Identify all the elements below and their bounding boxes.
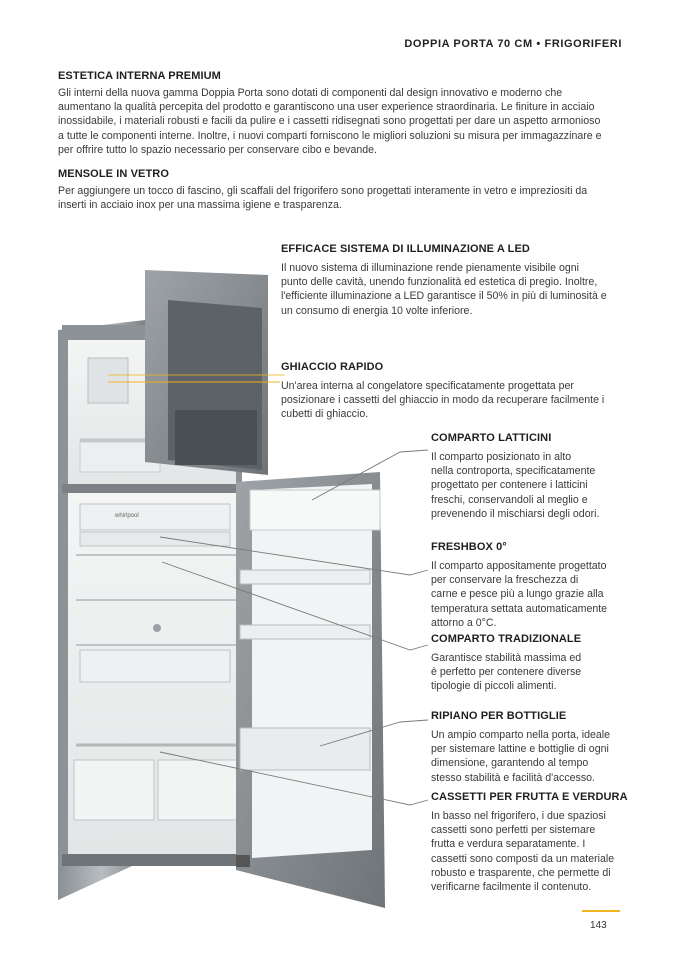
feature-heading: CASSETTI PER FRUTTA E VERDURA [431, 791, 628, 803]
brand-label: whirlpool [115, 513, 139, 519]
body-line: tipologie di piccoli alimenti. [431, 680, 557, 693]
body-line: nella controporta, specificatamente [431, 465, 596, 478]
feature-latticini [431, 432, 631, 521]
body-line: freschi, conservandoli al meglio e [431, 493, 588, 506]
feature-body [431, 728, 631, 785]
body-line: cassetti sono perfetti per sistemare [431, 824, 596, 837]
feature-led [281, 243, 626, 318]
body-line: per offrire tutto lo spazio necessario per conservare cibo e bevande. [58, 143, 377, 156]
body-line: verificarne facilmente il contenuto. [431, 881, 592, 894]
body-line: prevenendo il mischiarsi degli odori. [431, 507, 600, 520]
feature-heading: COMPARTO LATTICINI [431, 432, 552, 444]
feature-body [281, 379, 626, 422]
feature-tradizionale [431, 633, 631, 694]
body-line: Un ampio comparto nella porta, ideale [431, 729, 611, 741]
body-line: carne e pesce più a lungo grazie alla [431, 588, 604, 601]
body-line: dimensione, garantendo al tempo [431, 757, 589, 770]
feature-body [431, 651, 631, 694]
body-line: punto delle cavità, unendo funzionalità ed estetica di pregio. Inoltre, [281, 276, 598, 289]
body-line: inserti in acciaio inox per una massima igiene e trasparenza. [58, 199, 342, 212]
body-line: per sistemare lattine e bottiglie di ogni [431, 743, 609, 756]
feature-body [431, 809, 631, 894]
body-line: frutta e verdura separatamente. I [431, 838, 586, 851]
feature-ghiaccio [281, 361, 626, 422]
fridge-door [236, 472, 385, 908]
feature-heading: GHIACCIO RAPIDO [281, 361, 384, 373]
body-line: temperatura settata automaticamente [431, 602, 608, 615]
feature-heading: RIPIANO PER BOTTIGLIE [431, 710, 567, 722]
feature-body [281, 261, 626, 318]
freezer-door [145, 270, 268, 475]
body-line: posizionare i cassetti del ghiaccio in modo da recuperare facilmente i [281, 394, 605, 407]
section-heading: MENSOLE IN VETRO [58, 168, 169, 180]
feature-body [431, 450, 631, 521]
feature-heading: COMPARTO TRADIZIONALE [431, 633, 582, 645]
body-line: robusto e trasparente, che permette di [431, 866, 611, 879]
body-line: Il nuovo sistema di illuminazione rende pienamente visibile ogni [281, 262, 579, 274]
body-line: aumentano la qualità percepita del prodotto e garantiscono una user experience straordinaria. Le finiture in acciaio [58, 101, 595, 114]
body-line: attorno a 0°C. [431, 616, 497, 629]
feature-heading: FRESHBOX 0° [431, 541, 507, 553]
body-line: Gli interni della nuova gamma Doppia Porta sono dotati di componenti dal design innovativo e moderno che [58, 87, 563, 99]
body-line: a tutte le componenti interne. Inoltre, i nuovi comparti forniscono le migliori soluzioni su misura per immagazzinare e [58, 129, 602, 142]
page-number: 143 [590, 920, 607, 931]
body-line: stesso stabilità e facilità d'accesso. [431, 771, 595, 784]
body-line: per conservare la freschezza di [431, 574, 579, 587]
body-line: Un'area interna al congelatore specificatamente progettata per [281, 380, 574, 392]
feature-heading: EFFICACE SISTEMA DI ILLUMINAZIONE A LED [281, 243, 530, 255]
body-line: In basso nel frigorifero, i due spaziosi [431, 810, 606, 822]
body-line: Il comparto posizionato in alto [431, 451, 572, 463]
feature-bottiglie [431, 710, 631, 785]
feature-body [431, 559, 631, 630]
body-line: cassetti sono composti da un materiale [431, 852, 615, 865]
body-line: Garantisce stabilità massima ed [431, 652, 582, 664]
feature-cassetti [431, 791, 631, 894]
body-line: l'efficiente illuminazione a LED garantisce il 50% in più di luminosità e [281, 290, 607, 303]
body-line: Per aggiungere un tocco di fascino, gli scaffali del frigorifero sono progettati interamente in vetro e impreziositi da [58, 185, 588, 197]
body-line: Il comparto appositamente progettato [431, 560, 607, 572]
body-line: cubetti di ghiaccio. [281, 408, 369, 421]
page-number-accent [582, 910, 620, 912]
body-line: un consumo di energia 10 volte inferiore. [281, 304, 473, 317]
body-line: inossidabile, i materiali robusti e facili da pulire e i cassetti ridisegnati sono progettati per dare un aspetto armonioso [58, 115, 601, 128]
feature-freshbox [431, 541, 631, 630]
body-line: progettato per contenere i latticini [431, 479, 588, 492]
section-heading: ESTETICA INTERNA PREMIUM [58, 70, 221, 82]
body-line: è perfetto per contenere diverse [431, 666, 582, 679]
page-header-title: DOPPIA PORTA 70 CM • FRIGORIFERI [404, 38, 622, 50]
